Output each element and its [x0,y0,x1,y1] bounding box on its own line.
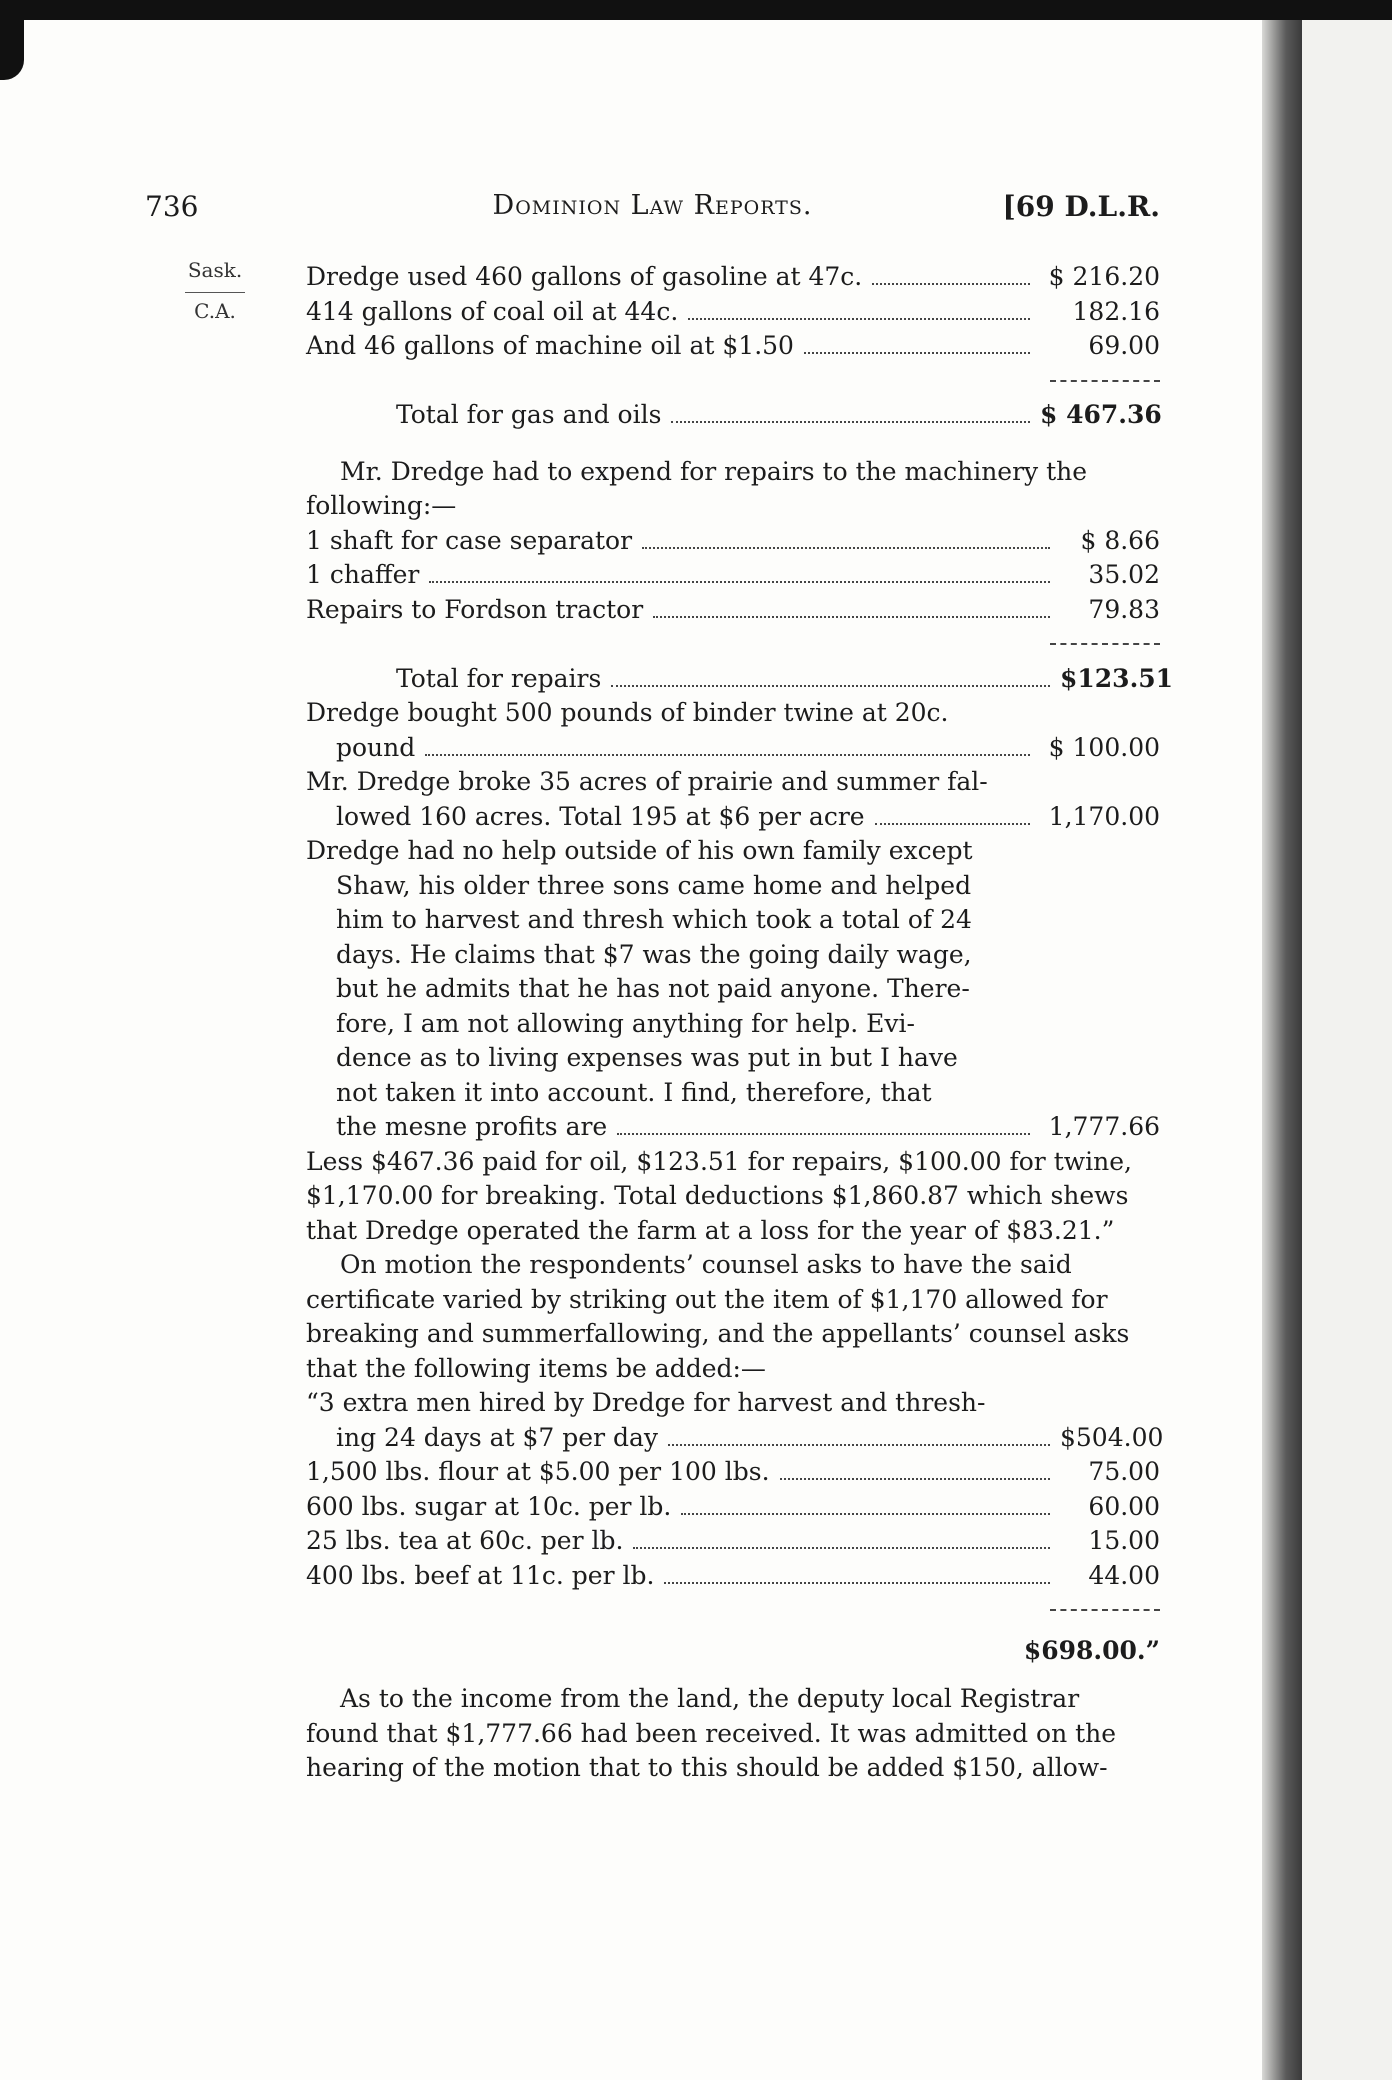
amount: 75.00 [1088,1457,1160,1486]
margin-note [185,258,245,323]
paragraph-line: Dredge had no help outside of his own family except [306,836,973,865]
dot-leader [780,1478,1050,1480]
page-header [145,190,1160,230]
amount: 1,170.00 [1048,801,1160,831]
sum-rule [306,627,1160,662]
paragraph-line: him to harvest and thresh which took a total of 24 [336,905,972,934]
dot-leader [681,1513,1050,1515]
ledger-line: 600 lbs. sugar at 10c. per lb. 60.00 [306,1490,1160,1525]
ledger-line: ing 24 days at $7 per day $504.00 [306,1421,1160,1456]
amount: 79.83 [1088,594,1160,624]
running-head: Dominion Law Reports. [492,190,813,221]
paragraph-line: On motion the respondents’ counsel asks to have the said [340,1250,1072,1279]
amount: 35.02 [1088,560,1160,589]
total-line: Total for gas and oils $ 467.36 [306,398,1160,433]
paragraph-line: breaking and summerfallowing, and the appellants’ counsel asks [306,1319,1130,1348]
paragraph-line: Shaw, his older three sons came home and helped [336,870,972,900]
paragraph-line: fore, I am not allowing anything for help. Evi- [336,1008,915,1038]
ledger-line: 1 shaft for case separator $ 8.66 [306,524,1160,559]
ledger-line: “3 extra men hired by Dredge for harvest and thresh- [306,1388,986,1417]
sum-rule [306,364,1160,399]
page-fold-shadow [1262,20,1302,2080]
total-line: Total for repairs $123.51 [306,662,1160,697]
margin-province: Sask. [187,258,243,282]
scan-left-edge [0,0,24,80]
dot-leader [875,823,1030,825]
amount: $ 216.20 [1048,262,1160,291]
dot-leader [671,421,1030,423]
amount: 60.00 [1088,1491,1160,1521]
dot-leader [633,1547,1050,1549]
amount: 1,777.66 [1048,1112,1160,1141]
volume-citation: [69 D.L.R. [1002,190,1160,223]
paragraph-line: that Dredge operated the farm at a loss for the year of $83.21.” [306,1215,1115,1245]
dot-leader [688,318,1030,320]
paragraph-line: found that $1,777.66 had been received. It was admitted on the [306,1718,1117,1748]
paragraph-line: dence as to living expenses was put in but I have [336,1043,958,1072]
ledger-line: pound $ 100.00 [306,731,1160,766]
paragraph-line: not taken it into account. I find, therefore, that [336,1077,932,1107]
paragraph-line: that the following items be added:— [306,1353,766,1383]
ledger-line: Dredge bought 500 pounds of binder twine at 20c. [306,698,949,727]
paragraph-line: days. He claims that $7 was the going daily wage, [336,939,972,969]
paragraph-line: certificate varied by striking out the item of $1,170 allowed for [306,1284,1108,1314]
amount: $ 8.66 [1080,525,1160,555]
scan-top-edge [0,0,1392,20]
paragraph-line: As to the income from the land, the deputy local Registrar [340,1684,1080,1713]
amount: 44.00 [1088,1560,1160,1590]
page-number: 736 [145,190,199,223]
dot-leader [804,352,1030,354]
ledger-line: 400 lbs. beef at 11c. per lb. 44.00 [306,1559,1160,1594]
paragraph-line: but he admits that he has not paid anyone. There- [336,974,970,1003]
dot-leader [668,1444,1050,1446]
ledger-line: Dredge used 460 gallons of gasoline at 47c. $ 216.20 [306,260,1160,295]
ledger-line: Mr. Dredge broke 35 acres of prairie and summer fal- [306,767,988,796]
dot-leader [642,547,1050,549]
ledger-line: lowed 160 acres. Total 195 at $6 per acre 1,170.00 [306,800,1160,835]
total-amount: $ 467.36 [1040,400,1162,429]
facing-page-strip [1302,20,1392,2080]
sum-rule [306,1593,1160,1628]
paragraph-line: Mr. Dredge had to expend for repairs to the machinery the [340,456,1088,486]
ledger-line: the mesne profits are 1,777.66 [306,1110,1160,1145]
amount: 69.00 [1088,331,1160,360]
amount: 182.16 [1072,296,1160,326]
amount: 15.00 [1088,1526,1160,1555]
ledger-line: 1 chaffer 35.02 [306,558,1160,593]
dot-leader [611,685,1050,687]
dot-leader [653,616,1050,618]
ledger-line: 1,500 lbs. flour at $5.00 per 100 lbs. 75.00 [306,1455,1160,1490]
total-amount: $123.51 [1060,663,1174,693]
page-body [306,260,1174,1786]
dot-leader [425,754,1030,756]
margin-court: C.A. [185,292,245,323]
paragraph-line: hearing of the motion that to this should be added $150, allow- [306,1753,1108,1782]
amount: $504.00 [1060,1422,1164,1452]
paragraph-line: Less $467.36 paid for oil, $123.51 for repairs, $100.00 for twine, [306,1146,1132,1176]
dot-leader [664,1582,1050,1584]
ledger-line: 25 lbs. tea at 60c. per lb. 15.00 [306,1524,1160,1559]
paragraph-line: $1,170.00 for breaking. Total deductions $1,860.87 which shews [306,1181,1129,1210]
ledger-line: 414 gallons of coal oil at 44c. 182.16 [306,295,1160,330]
dot-leader [429,581,1050,583]
dot-leader [617,1133,1030,1135]
paragraph-line: following:— [306,491,457,520]
dot-leader [872,283,1030,285]
ledger-line: Repairs to Fordson tractor 79.83 [306,593,1160,628]
amount: $ 100.00 [1048,732,1160,762]
ledger-line: And 46 gallons of machine oil at $1.50 69.00 [306,329,1160,364]
extra-items-total: $698.00.” [1023,1635,1160,1665]
